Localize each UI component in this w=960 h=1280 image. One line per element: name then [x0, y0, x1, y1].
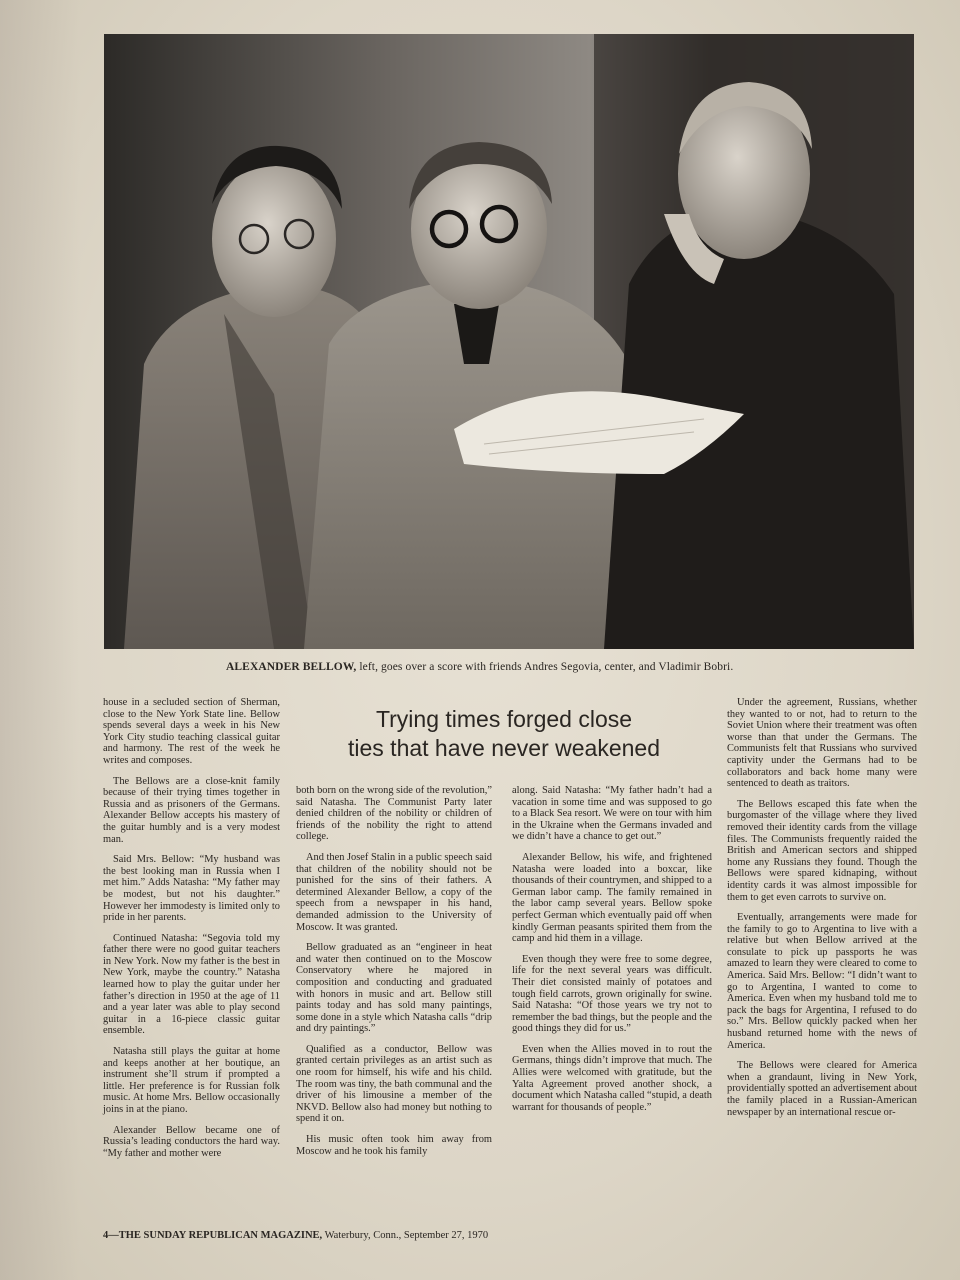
paragraph: Natasha still plays the guitar at home and keeps another at her boutique, an instrument she’ll strum if prompted a little. Her preference is for Russian folk music. At home Mrs. Bellow occasionally joins in at the piano. — [103, 1046, 280, 1115]
paragraph: along. Said Natasha: “My father hadn’t had a vacation in some time and was supposed to go to a Black Sea resort. We were on tour with him in the Ukraine when the Germans invaded and we didn’t have a chance to get out.” — [512, 785, 712, 843]
article-column-1 — [103, 697, 280, 1168]
paragraph: Said Mrs. Bellow: “My husband was the best looking man in Russia when I met him.” Adds Natasha: “My father may be modest, but not his daughter.” However her immodesty is limited only to pride in her parents. — [103, 854, 280, 924]
footer-publication: 4—THE SUNDAY REPUBLICAN MAGAZINE, — [103, 1230, 323, 1241]
paragraph: Even though they were free to some degree, life for the next several years was difficult. Their diet consisted mainly of potatoes and tough field carrots, grown originally for swine. Said Natasha: “Of those years we try not to remember the bad things, but the people and the good things they did for us.” — [512, 953, 712, 1035]
paragraph: And then Josef Stalin in a public speech said that children of the nobility should not be punished for the sins of their fathers. A determined Alexander Bellow, a copy of the speech from a newspaper in his hand, demanded admission to the University of Moscow. It was granted. — [296, 851, 492, 933]
page-footer — [103, 1230, 703, 1241]
article-column-3 — [512, 785, 712, 1122]
headline-line-1: Trying times forged close — [375, 706, 633, 732]
paper-stain — [0, 0, 80, 1280]
footer-dateline: Waterbury, Conn., September 27, 1970 — [322, 1230, 489, 1241]
article-column-2 — [296, 785, 492, 1166]
headline-line-2: ties that have never weakened — [348, 735, 660, 761]
paragraph: Alexander Bellow became one of Russia’s leading conductors the hard way. “My father and mother were — [103, 1124, 280, 1159]
paragraph: The Bellows were cleared for America when a grandaunt, living in New York, providentially spotted an advertisement about the family placed in a Russian-American newspaper by an international rescue or- — [727, 1060, 917, 1118]
paragraph: Eventually, arrangements were made for the family to go to Argentina to live with a relative but when Bellow arrived at the consulate to pick up passports he was amazed to learn they were cleared to come to America. Said Mrs. Bellow: “I didn’t want to go to Argentina, I wanted to come to America. Even when my husband told me to pack the bags for Argentina, I refused to do so.” Mrs. Bellow quickly packed when her husband returned home with the news of America. — [727, 912, 917, 1051]
paragraph: Bellow graduated as an “engineer in heat and water then continued on to the Moscow Conservatory where he majored in composition and conducting and graduated with honors in music and art. Bellow still paints today and has sold many paintings, some done in a style which Natasha calls “drip and dry paintings.” — [296, 942, 492, 1035]
article-column-4 — [727, 697, 917, 1127]
caption-name: ALEXANDER BELLOW, — [226, 661, 357, 673]
paragraph: The Bellows are a close-knit family because of their trying times together in Russia and as prisoners of the Germans. Alexander Bellow accepts his mastery of the guitar humbly and is a very modest man. — [103, 775, 280, 845]
paragraph: Under the agreement, Russians, whether they wanted to or not, had to return to the Soviet Union where their treatment was often worse than that under the Germans. The Communists felt that Russians who survived captivity under the Germans had to be collaborators and back home many were sentenced to death as traitors. — [727, 697, 917, 790]
paragraph: Alexander Bellow, his wife, and frightened Natasha were loaded into a boxcar, like thousands of their countrymen, and shipped to a German labor camp. The family remained in the labor camp several years. Bellow spoke perfect German which eventually paid off when kindly German peasants spirited them from the camp and hid them in a village. — [512, 851, 712, 945]
photo-caption — [226, 661, 926, 673]
paragraph: His music often took him away from Moscow and he took his family — [296, 1134, 492, 1157]
article-headline — [296, 705, 712, 763]
paragraph: house in a secluded section of Sherman, close to the New York State line. Bellow spends several days a week in his New York City studio teaching classical guitar and harmony. The rest of the week he writes and composes. — [103, 697, 280, 766]
paragraph: Even when the Allies moved in to rout the Germans, things didn’t improve that much. The Allies were welcomed with gratitude, but the Yalta Agreement proved another shock, a document which Natasha called “stupid, a death warrant for thousands of people.” — [512, 1043, 712, 1113]
paragraph: Qualified as a conductor, Bellow was granted certain privileges as an artist such as one room for himself, his wife and his child. The room was tiny, the bath communal and the driver of his limousine a member of the NKVD. Bellow also had money but nothing to spend it on. — [296, 1043, 492, 1125]
paragraph: The Bellows escaped this fate when the burgomaster of the village where they lived removed their identity cards from the village files. The Communists frequently raided the British and American sectors and shipped home any Russians they found. Though the Bellows were spared kidnaping, without identity cards it was almost impossible for them to get even carrots to survive on. — [727, 798, 917, 903]
news-photo — [104, 34, 914, 649]
paragraph: both born on the wrong side of the revolution,” said Natasha. The Communist Party later denied children of the nobility or children of friends of the nobility the right to attend college. — [296, 785, 492, 843]
paragraph: Continued Natasha: “Segovia told my father there were no good guitar teachers in New York. Now my father is the best in New York, maybe the country.” Natasha learned how to play the guitar under her father’s direction in 1950 at the age of 11 and a year later was able to play second guitar in a 16-piece classic guitar ensemble. — [103, 932, 280, 1037]
caption-text: left, goes over a score with friends Andres Segovia, center, and Vladimir Bobri. — [356, 661, 734, 673]
